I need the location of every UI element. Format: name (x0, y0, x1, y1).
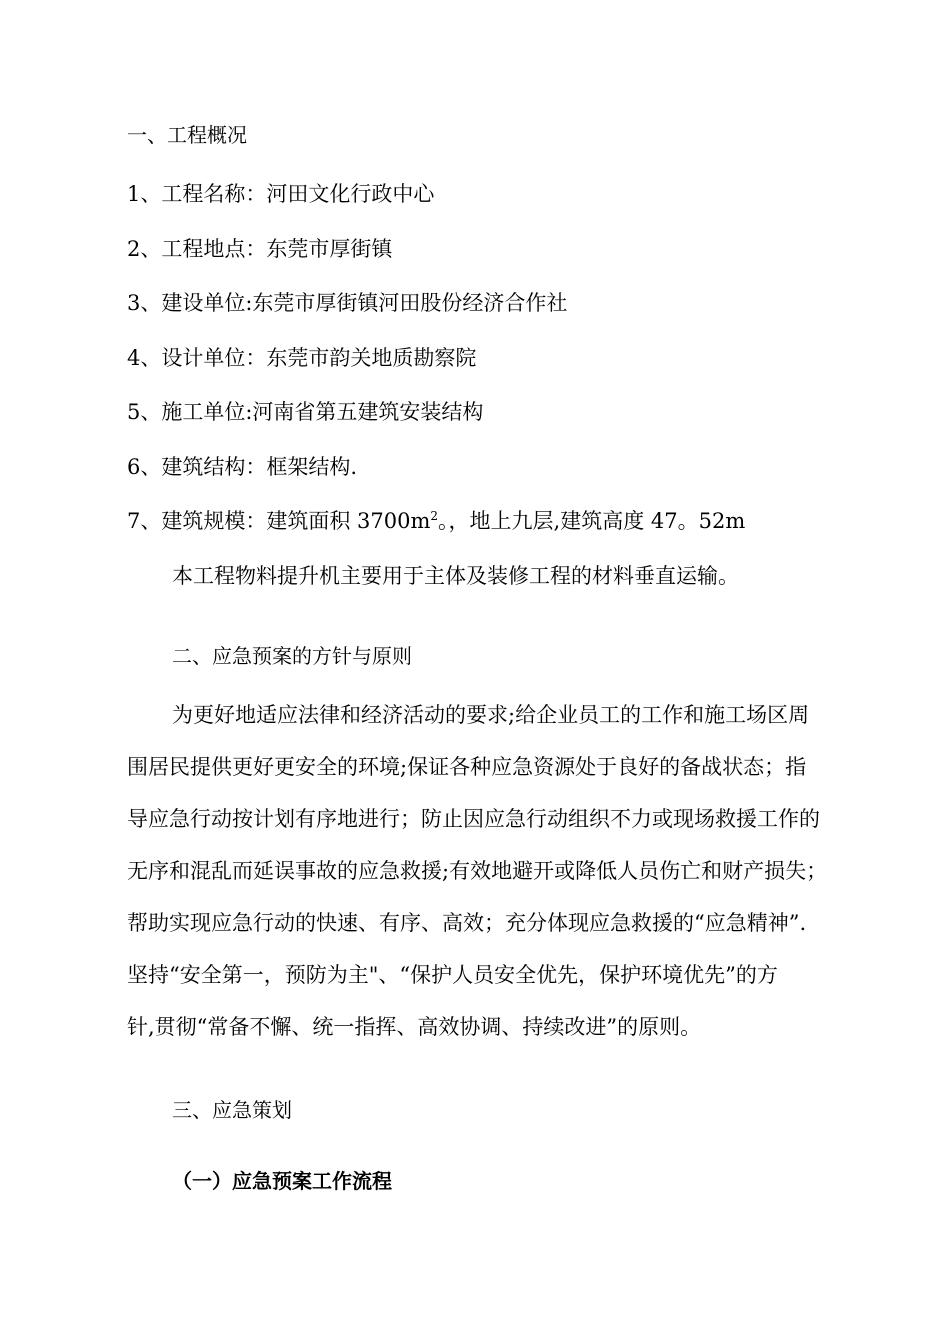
building-scale-prefix: 7、建筑规模：建筑面积 3700m (127, 509, 431, 533)
project-location-line: 2、工程地点：东莞市厚街镇 (127, 237, 393, 261)
section-1-heading: 一、工程概况 (127, 123, 247, 147)
section-1-paragraph: 本工程物料提升机主要用于主体及装修工程的材料垂直运输。 (172, 564, 739, 588)
design-unit-line: 4、设计单位：东莞市韵关地质勘察院 (127, 346, 477, 370)
section-2-line-4: 无序和混乱而延误事故的应急救援;有效地避开或降低人员伤亡和财产损失； (127, 859, 828, 883)
builder-unit-line: 5、施工单位:河南省第五建筑安装结构 (127, 400, 484, 424)
section-2-line-1: 为更好地适应法律和经济活动的要求;给企业员工的工作和施工场区周 (172, 703, 810, 727)
building-scale-suffix: 。，地上九层,建筑高度 47。52m (438, 509, 746, 533)
section-2-line-2: 围居民提供更好更安全的环境;保证各种应急资源处于良好的备战状态；指 (127, 755, 807, 779)
section-2-heading: 二、应急预案的方针与原则 (172, 644, 412, 668)
section-2-line-3: 导应急行动按计划有序地进行；防止因应急行动组织不力或现场救援工作的 (127, 807, 820, 831)
section-2-line-7: 针,贯彻“常备不懈、统一指挥、高效协调、持续改进”的原则。 (127, 1015, 702, 1039)
area-superscript: 2 (430, 509, 439, 523)
building-scale-line (127, 507, 745, 535)
construction-unit-line: 3、建设单位:东莞市厚街镇河田股份经济合作社 (127, 291, 568, 315)
section-3-subheading: （一）应急预案工作流程 (172, 1169, 392, 1193)
section-2-line-6: 坚持“安全第一，预防为主"、“保护人员安全优先，保护环境优先”的方 (127, 963, 778, 987)
structure-line: 6、建筑结构：框架结构. (127, 455, 358, 479)
section-2-line-5: 帮助实现应急行动的快速、有序、高效；充分体现应急救援的“应急精神”. (127, 911, 807, 935)
project-name-line: 1、工程名称：河田文化行政中心 (127, 182, 435, 206)
section-3-heading: 三、应急策划 (172, 1098, 292, 1122)
